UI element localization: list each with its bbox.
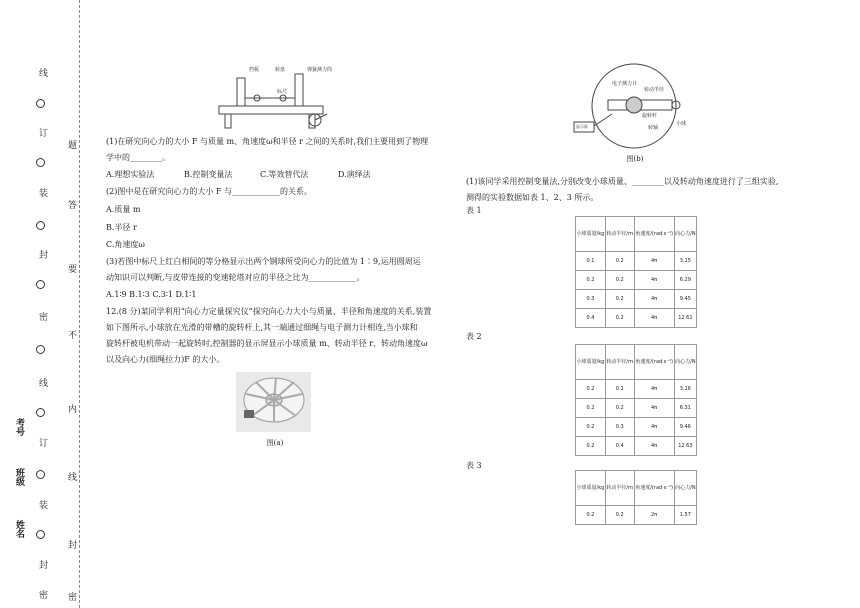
table-row xyxy=(576,271,697,290)
table-3-label: 表 3 xyxy=(466,461,482,470)
seal-hole xyxy=(36,221,45,230)
table-header-cell: 小球质量/kg xyxy=(576,471,606,506)
question-12-stem: 12.(8 分)某同学利用“向心力定量探究仪”探究向心力大小与质量、半径和角速度的关系,装置 xyxy=(106,307,432,316)
seal-hole xyxy=(36,280,45,289)
figure-label: 转盘 xyxy=(275,67,286,73)
question-3-stem: (3)若图中标尺上红白相间的等分格显示出两个钢球所受向心力的比值为 1∶9,运用圆周运 xyxy=(106,257,421,266)
figure-b-caption: 图(b) xyxy=(626,155,644,163)
seal-char: 密 xyxy=(37,312,47,321)
q2-option-a: A.质量 m xyxy=(106,205,141,214)
figure-b-label: 电子测力计 xyxy=(612,81,638,87)
seal-char: 线 xyxy=(37,68,47,77)
table-cell: 6.31 xyxy=(674,399,696,418)
table-cell: 0.2 xyxy=(576,506,606,525)
margin-note-char: 封 xyxy=(66,540,76,549)
field-name: 姓名 xyxy=(14,520,24,538)
table-cell: 9.45 xyxy=(674,290,696,309)
seal-hole xyxy=(36,530,45,539)
margin-note-char: 内 xyxy=(66,404,76,413)
question-12-stem-cont: 旋转杆被电机带动一起旋转时,控制器的显示屏显示小球质量 m、转动半径 r、转动角速度ω xyxy=(106,339,428,348)
figure-b-label: 小球 xyxy=(676,121,687,127)
table-cell: 0.2 xyxy=(605,252,634,271)
seal-char: 封 xyxy=(37,560,47,569)
table-cell: 0.2 xyxy=(576,271,606,290)
table-header-cell: 小球质量/kg xyxy=(576,217,606,252)
table-cell: 0.3 xyxy=(576,290,606,309)
figure-a-caption: 图(a) xyxy=(266,439,284,447)
table-cell: 0.2 xyxy=(605,290,634,309)
table-cell: 0.1 xyxy=(576,252,606,271)
data-table-1 xyxy=(575,216,697,328)
table-row xyxy=(576,506,697,525)
subquestion-1-stem-cont: 测得的实验数据如表 1、2、3 所示。 xyxy=(466,193,599,202)
seal-char: 线 xyxy=(37,378,47,387)
figure-b-label: 转动半径 xyxy=(644,87,665,93)
table-header-cell: 角速度/(rad·s⁻¹) xyxy=(634,217,674,252)
table-cell: 4π xyxy=(634,271,674,290)
table-header-row xyxy=(576,471,697,506)
table-1-label: 表 1 xyxy=(466,206,482,215)
seal-char: 封 xyxy=(37,250,47,259)
table-header-cell: 转动半径/m xyxy=(605,217,634,252)
q1-option-a: A.理想实验法 xyxy=(106,170,155,179)
table-cell: 6.29 xyxy=(674,271,696,290)
table-cell: 2π xyxy=(634,506,674,525)
table-header-cell: 向心力/N xyxy=(674,345,696,380)
table-row xyxy=(576,437,697,456)
q2-option-c: C.角速度ω xyxy=(106,240,145,249)
margin-note-char: 线 xyxy=(66,472,76,481)
table-cell: 0.2 xyxy=(605,309,634,328)
table-header-cell: 角速度/(rad·s⁻¹) xyxy=(634,345,674,380)
table-row xyxy=(576,290,697,309)
table-row xyxy=(576,418,697,437)
table-cell: 0.4 xyxy=(605,437,634,456)
table-cell: 3.16 xyxy=(674,380,696,399)
figure-label: 标尺 xyxy=(277,89,288,95)
table-cell: 0.2 xyxy=(605,506,634,525)
margin-note-char: 答 xyxy=(66,200,76,209)
table-header-cell: 小球质量/kg xyxy=(576,345,606,380)
table-cell: 4π xyxy=(634,437,674,456)
table-row xyxy=(576,399,697,418)
seal-hole xyxy=(36,99,45,108)
figure-b-label: 转轴 xyxy=(648,125,659,131)
table-cell: 0.2 xyxy=(576,437,606,456)
question-3-stem-cont: 动知识可以判断,与皮带连接的变速轮塔对应的半径之比为____________。 xyxy=(106,273,365,282)
figure-b-label: 旋转杆 xyxy=(642,113,658,119)
margin-note-char: 题 xyxy=(66,140,76,149)
q2-option-b: B.半径 r xyxy=(106,223,137,232)
seal-hole xyxy=(36,408,45,417)
table-row xyxy=(576,309,697,328)
table-row xyxy=(576,380,697,399)
binding-margin xyxy=(0,0,95,608)
question-1-stem-cont: 学中的________。 xyxy=(106,153,170,162)
seal-dashed-line xyxy=(79,0,80,608)
table-header-cell: 向心力/N xyxy=(674,471,696,506)
seal-char: 密 xyxy=(37,590,47,599)
table-cell: 9.46 xyxy=(674,418,696,437)
table-cell: 12.61 xyxy=(674,309,696,328)
seal-char: 订 xyxy=(37,128,47,137)
table-header-cell: 向心力/N xyxy=(674,217,696,252)
seal-hole xyxy=(36,158,45,167)
table-header-row xyxy=(576,345,697,380)
table-cell: 0.4 xyxy=(576,309,606,328)
table-cell: 4π xyxy=(634,380,674,399)
table-header-row xyxy=(576,217,697,252)
table-2-label: 表 2 xyxy=(466,332,482,341)
table-cell: 0.1 xyxy=(605,380,634,399)
table-cell: 4π xyxy=(634,418,674,437)
table-cell: 0.2 xyxy=(605,271,634,290)
table-header-cell: 转动半径/m xyxy=(605,471,634,506)
margin-note-char: 密 xyxy=(66,592,76,601)
table-cell: 0.2 xyxy=(576,380,606,399)
field-exam-number: 考号 xyxy=(14,418,24,436)
figure-label: 弹簧测力筒 xyxy=(307,67,333,73)
margin-note-char: 不 xyxy=(66,330,76,339)
table-cell: 3.15 xyxy=(674,252,696,271)
table-cell: 0.2 xyxy=(576,399,606,418)
table-cell: 0.3 xyxy=(605,418,634,437)
figure-b-label: 显示屏 xyxy=(576,124,588,129)
seal-hole xyxy=(36,345,45,354)
table-header-cell: 角速度/(rad·s⁻¹) xyxy=(634,471,674,506)
table-cell: 12.63 xyxy=(674,437,696,456)
table-cell: 0.2 xyxy=(605,399,634,418)
question-2-stem: (2)图中是在研究向心力的大小 F 与____________的关系。 xyxy=(106,187,312,196)
question-12-stem-cont: 以及向心力(细绳拉力)F 的大小。 xyxy=(106,355,225,364)
q1-option-c: C.等效替代法 xyxy=(260,170,309,179)
table-cell: 1.57 xyxy=(674,506,696,525)
table-row xyxy=(576,252,697,271)
table-cell: 4π xyxy=(634,309,674,328)
seal-char: 订 xyxy=(37,438,47,447)
q1-option-b: B.控制变量法 xyxy=(184,170,233,179)
data-table-3 xyxy=(575,470,697,525)
figure-a-photo xyxy=(236,372,311,432)
centripetal-apparatus-figure xyxy=(215,62,345,132)
table-cell: 4π xyxy=(634,290,674,309)
seal-hole xyxy=(36,470,45,479)
figure-b-diagram xyxy=(568,62,688,152)
field-class: 班级 xyxy=(14,468,24,486)
table-cell: 4π xyxy=(634,399,674,418)
table-header-cell: 转动半径/m xyxy=(605,345,634,380)
seal-char: 装 xyxy=(37,188,47,197)
q1-option-d: D.演绎法 xyxy=(338,170,371,179)
q3-options: A.1∶9 B.1∶3 C.3∶1 D.1∶1 xyxy=(106,290,197,299)
table-cell: 0.2 xyxy=(576,418,606,437)
figure-label: 挡板 xyxy=(249,67,260,73)
data-table-2 xyxy=(575,344,697,456)
subquestion-1-stem: (1)该同学采用控制变量法,分别改变小球质量、________以及转动角速度进行了三组实验, xyxy=(466,177,779,186)
table-cell: 4π xyxy=(634,252,674,271)
margin-note-char: 要 xyxy=(66,264,76,273)
question-1-stem: (1)在研究向心力的大小 F 与质量 m、角速度ω和半径 r 之间的关系时,我们主要用到了物理 xyxy=(106,137,429,146)
question-12-stem-cont: 如下图所示,小球放在光滑的带槽的旋转杆上,其一端通过细绳与电子测力计相连,当小球和 xyxy=(106,323,418,332)
seal-char: 装 xyxy=(37,500,47,509)
